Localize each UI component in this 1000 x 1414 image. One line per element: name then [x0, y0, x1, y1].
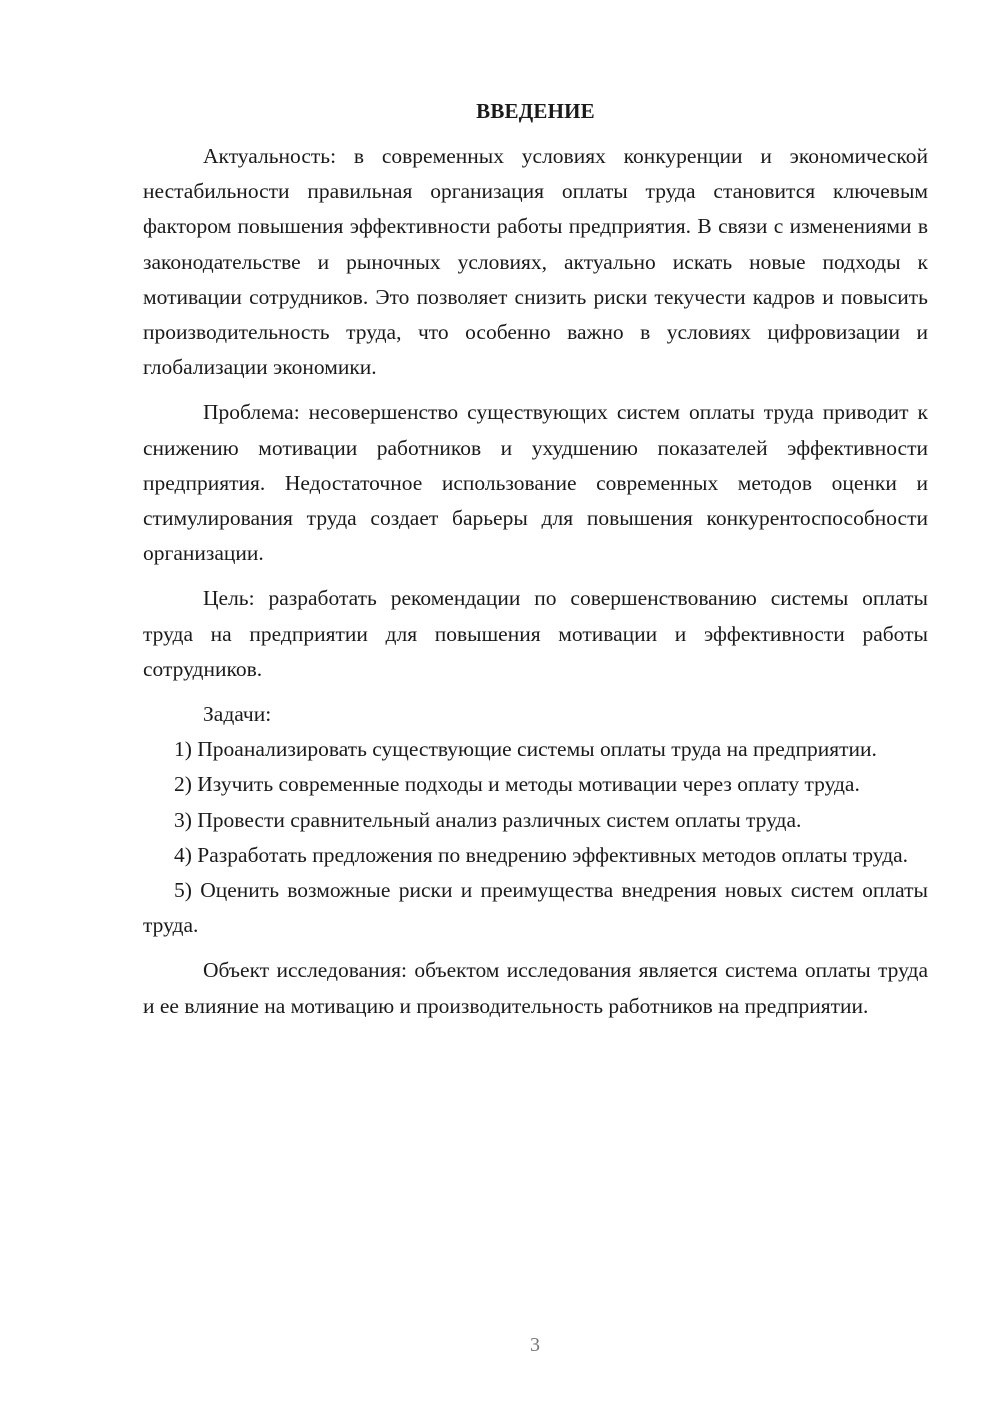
goal-paragraph: Цель: разработать рекомендации по совершенствованию системы оплаты труда на предприятии для повышения мотивации и эффективности работы сотрудников.	[143, 586, 928, 681]
page-number: 3	[530, 1334, 540, 1356]
task-item: 1) Проанализировать существующие системы оплаты труда на предприятии.	[174, 737, 877, 762]
task-item: 3) Провести сравнительный анализ различных систем оплаты труда.	[174, 807, 802, 832]
document-page	[143, 94, 928, 1024]
task-item: 2) Изучить современные подходы и методы мотивации через оплату труда.	[174, 772, 860, 797]
object-paragraph: Объект исследования: объектом исследования является система оплаты труда и ее влияние на мотивацию и производительность работников на предприятии.	[143, 958, 928, 1018]
problem-paragraph: Проблема: несовершенство существующих систем оплаты труда приводит к снижению мотивации работников и ухудшению показателей эффективности предприятия. Недостаточное использование современных методов оценки и стимулирования труда создает барьеры для повышения конкурентоспособности организации.	[143, 400, 928, 566]
section-title: ВВЕДЕНИЕ	[476, 99, 595, 123]
relevance-paragraph: Актуальность: в современных условиях конкуренции и экономической нестабильности правильная организация оплаты труда становится ключевым фактором повышения эффективности работы предприятия. В связи с изменениями в законодательстве и рыночных условиях, актуально искать новые подходы к мотивации сотрудников. Это позволяет снизить риски текучести кадров и повысить производительность труда, что особенно важно в условиях цифровизации и глобализации экономики.	[143, 144, 928, 380]
task-item: 5) Оценить возможные риски и преимущества внедрения новых систем оплаты труда.	[143, 878, 928, 938]
task-item: 4) Разработать предложения по внедрению эффективных методов оплаты труда.	[174, 842, 909, 867]
tasks-heading: Задачи:	[203, 702, 272, 727]
